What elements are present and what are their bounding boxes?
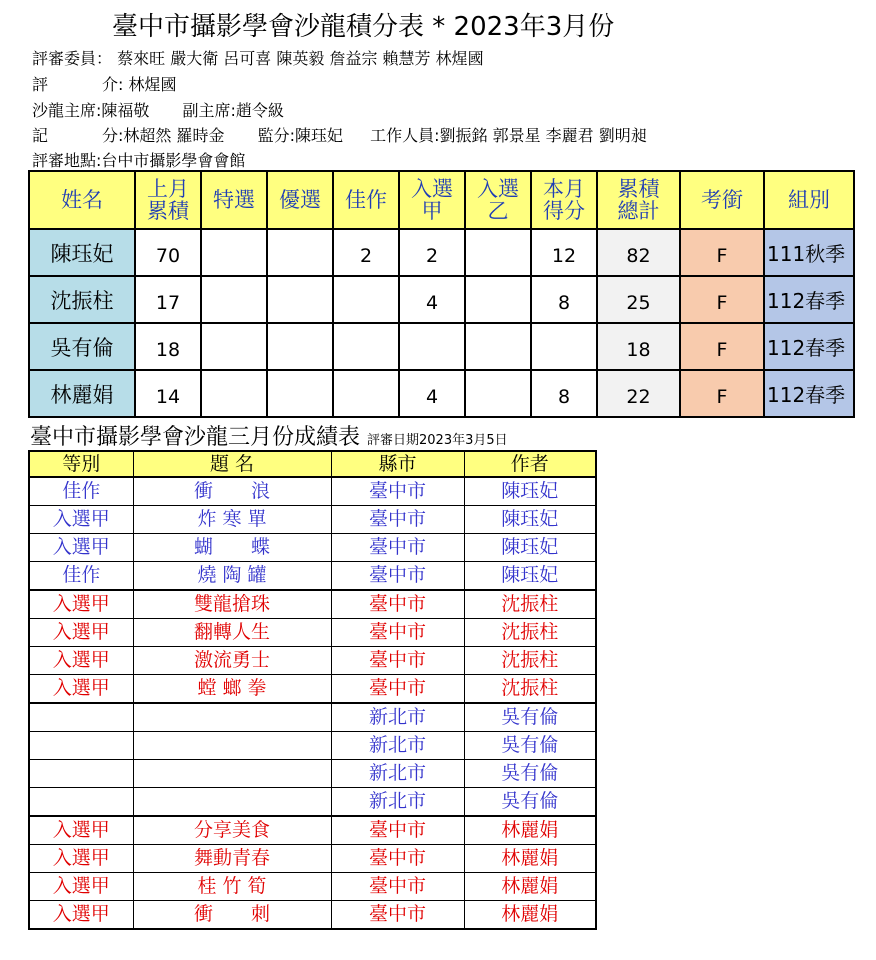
result-work-title	[133, 703, 331, 732]
results-table	[28, 450, 597, 930]
result-author: 沈振柱	[464, 675, 596, 704]
score-header-row	[29, 171, 854, 229]
result-author: 沈振柱	[464, 647, 596, 675]
review-label: 評	[32, 75, 49, 94]
result-work-title: 炸 寒 單	[133, 506, 331, 534]
results-row	[29, 901, 596, 930]
result-author: 林麗娟	[464, 816, 596, 845]
result-author: 吳有倫	[464, 732, 596, 760]
result-rank: 入選甲	[29, 647, 133, 675]
results-row	[29, 873, 596, 901]
score-excellent	[267, 370, 333, 417]
result-city: 臺中市	[331, 534, 464, 562]
result-city: 新北市	[331, 732, 464, 760]
score-name: 林麗娟	[29, 370, 135, 417]
header-exam: 考銜	[680, 171, 764, 229]
header-author: 作者	[464, 451, 596, 477]
results-row	[29, 562, 596, 591]
results-date: 評審日期2023年3月5日	[367, 433, 508, 448]
result-author: 吳有倫	[464, 788, 596, 817]
result-work-title: 燒 陶 罐	[133, 562, 331, 591]
header-select-b: 入選 乙	[465, 171, 531, 229]
result-rank: 佳作	[29, 562, 133, 591]
score-row	[29, 323, 854, 370]
score-group: 112春季	[764, 276, 854, 323]
score-last-month: 17	[135, 276, 201, 323]
result-rank: 入選甲	[29, 675, 133, 704]
result-rank: 入選甲	[29, 534, 133, 562]
result-city: 臺中市	[331, 901, 464, 930]
header-group: 組別	[764, 171, 854, 229]
score-total: 22	[597, 370, 680, 417]
venue: 評審地點:台中市攝影學會會館	[32, 151, 246, 170]
score-month	[531, 323, 597, 370]
result-author: 沈振柱	[464, 590, 596, 619]
header-month-score: 本月 得分	[531, 171, 597, 229]
header-excellent: 優選	[267, 171, 333, 229]
score-row	[29, 370, 854, 417]
result-city: 臺中市	[331, 816, 464, 845]
result-city: 臺中市	[331, 619, 464, 647]
review-label-2: 介:	[102, 75, 124, 94]
header-name: 姓名	[29, 171, 135, 229]
record-names: 林超然 羅時金	[123, 126, 225, 145]
score-merit: 2	[333, 229, 399, 276]
score-exam: F	[680, 370, 764, 417]
judges-label: 評審委員：	[32, 49, 113, 68]
score-select-a	[399, 323, 465, 370]
result-author: 林麗娟	[464, 845, 596, 873]
score-month: 12	[531, 229, 597, 276]
score-month: 8	[531, 370, 597, 417]
result-city: 新北市	[331, 703, 464, 732]
score-last-month: 18	[135, 323, 201, 370]
header-total: 累積 總計	[597, 171, 680, 229]
score-merit	[333, 323, 399, 370]
score-select-a: 2	[399, 229, 465, 276]
result-author: 陳珏妃	[464, 477, 596, 506]
result-rank	[29, 788, 133, 817]
results-row	[29, 788, 596, 817]
score-group: 112春季	[764, 323, 854, 370]
supervise: 監分:陳珏妃	[257, 126, 344, 145]
score-row	[29, 229, 854, 276]
header-last-month: 上月 累積	[135, 171, 201, 229]
results-row	[29, 675, 596, 704]
vice-name: 趙令級	[235, 101, 284, 120]
result-city: 臺中市	[331, 562, 464, 591]
result-author: 吳有倫	[464, 760, 596, 788]
chair-line	[32, 98, 284, 121]
score-special	[201, 229, 267, 276]
score-group: 112春季	[764, 370, 854, 417]
score-row	[29, 276, 854, 323]
results-row	[29, 760, 596, 788]
result-rank: 入選甲	[29, 506, 133, 534]
result-work-title: 衝 刺	[133, 901, 331, 930]
score-select-a: 4	[399, 370, 465, 417]
score-name: 陳珏妃	[29, 229, 135, 276]
result-work-title: 螳 螂 拳	[133, 675, 331, 704]
result-work-title: 雙龍搶珠	[133, 590, 331, 619]
result-rank	[29, 732, 133, 760]
score-excellent	[267, 323, 333, 370]
score-special	[201, 276, 267, 323]
score-exam: F	[680, 229, 764, 276]
record-label-2: 分:	[102, 126, 124, 145]
result-author: 林麗娟	[464, 873, 596, 901]
score-month: 8	[531, 276, 597, 323]
results-row	[29, 590, 596, 619]
result-city: 臺中市	[331, 845, 464, 873]
result-rank: 入選甲	[29, 901, 133, 930]
score-special	[201, 323, 267, 370]
result-work-title: 舞動青春	[133, 845, 331, 873]
result-city: 臺中市	[331, 873, 464, 901]
result-work-title: 衝 浪	[133, 477, 331, 506]
judges-names: 蔡來旺 嚴大衛 呂可喜 陳英毅 詹益宗 賴慧芳 林煋國	[117, 49, 484, 68]
header-select-a: 入選 甲	[399, 171, 465, 229]
result-work-title: 桂 竹 筍	[133, 873, 331, 901]
score-exam: F	[680, 276, 764, 323]
result-author: 吳有倫	[464, 703, 596, 732]
result-work-title	[133, 788, 331, 817]
score-last-month: 70	[135, 229, 201, 276]
result-rank	[29, 760, 133, 788]
results-row	[29, 534, 596, 562]
result-city: 臺中市	[331, 506, 464, 534]
results-row	[29, 647, 596, 675]
result-rank	[29, 703, 133, 732]
result-rank: 入選甲	[29, 873, 133, 901]
review-name: 林煋國	[128, 75, 177, 94]
score-exam: F	[680, 323, 764, 370]
review-line	[32, 72, 177, 95]
result-city: 新北市	[331, 788, 464, 817]
score-select-b	[465, 276, 531, 323]
result-rank: 入選甲	[29, 845, 133, 873]
result-city: 臺中市	[331, 647, 464, 675]
result-rank: 佳作	[29, 477, 133, 506]
staff: 工作人員:劉振銘 郭景星 李麗君 劉明昶	[370, 126, 647, 145]
score-excellent	[267, 276, 333, 323]
score-excellent	[267, 229, 333, 276]
results-title-text: 臺中市攝影學會沙龍三月份成績表	[30, 425, 361, 450]
results-row	[29, 506, 596, 534]
score-merit	[333, 370, 399, 417]
result-work-title: 蝴 蝶	[133, 534, 331, 562]
result-city: 臺中市	[331, 477, 464, 506]
result-work-title	[133, 732, 331, 760]
score-select-a: 4	[399, 276, 465, 323]
judges-line	[32, 46, 484, 69]
result-city: 新北市	[331, 760, 464, 788]
result-work-title	[133, 760, 331, 788]
results-title	[30, 420, 508, 451]
score-name: 沈振柱	[29, 276, 135, 323]
header-city: 縣市	[331, 451, 464, 477]
results-row	[29, 816, 596, 845]
page-title: 臺中市攝影學會沙龍積分表 * 2023年3月份	[112, 12, 615, 42]
chair-label: 沙龍主席:	[32, 101, 102, 120]
result-rank: 入選甲	[29, 590, 133, 619]
score-select-b	[465, 229, 531, 276]
chair-name: 陳福敬	[101, 101, 150, 120]
score-group: 111秋季	[764, 229, 854, 276]
header-work-title: 題 名	[133, 451, 331, 477]
record-line	[32, 123, 647, 146]
result-rank: 入選甲	[29, 816, 133, 845]
result-city: 臺中市	[331, 590, 464, 619]
result-author: 陳珏妃	[464, 506, 596, 534]
score-name: 吳有倫	[29, 323, 135, 370]
result-author: 沈振柱	[464, 619, 596, 647]
results-row	[29, 703, 596, 732]
result-author: 陳珏妃	[464, 534, 596, 562]
results-row	[29, 845, 596, 873]
vice-label: 副主席:	[182, 101, 236, 120]
results-row	[29, 477, 596, 506]
score-last-month: 14	[135, 370, 201, 417]
header-rank: 等別	[29, 451, 133, 477]
score-total: 82	[597, 229, 680, 276]
header-special: 特選	[201, 171, 267, 229]
record-label: 記	[32, 126, 49, 145]
header-merit: 佳作	[333, 171, 399, 229]
result-work-title: 翻轉人生	[133, 619, 331, 647]
result-city: 臺中市	[331, 675, 464, 704]
score-total: 18	[597, 323, 680, 370]
score-merit	[333, 276, 399, 323]
score-select-b	[465, 370, 531, 417]
result-rank: 入選甲	[29, 619, 133, 647]
score-select-b	[465, 323, 531, 370]
result-author: 陳珏妃	[464, 562, 596, 591]
result-work-title: 分享美食	[133, 816, 331, 845]
result-author: 林麗娟	[464, 901, 596, 930]
results-row	[29, 732, 596, 760]
results-row	[29, 619, 596, 647]
result-work-title: 激流勇士	[133, 647, 331, 675]
score-table	[28, 170, 855, 418]
results-header-row	[29, 451, 596, 477]
score-total: 25	[597, 276, 680, 323]
score-special	[201, 370, 267, 417]
